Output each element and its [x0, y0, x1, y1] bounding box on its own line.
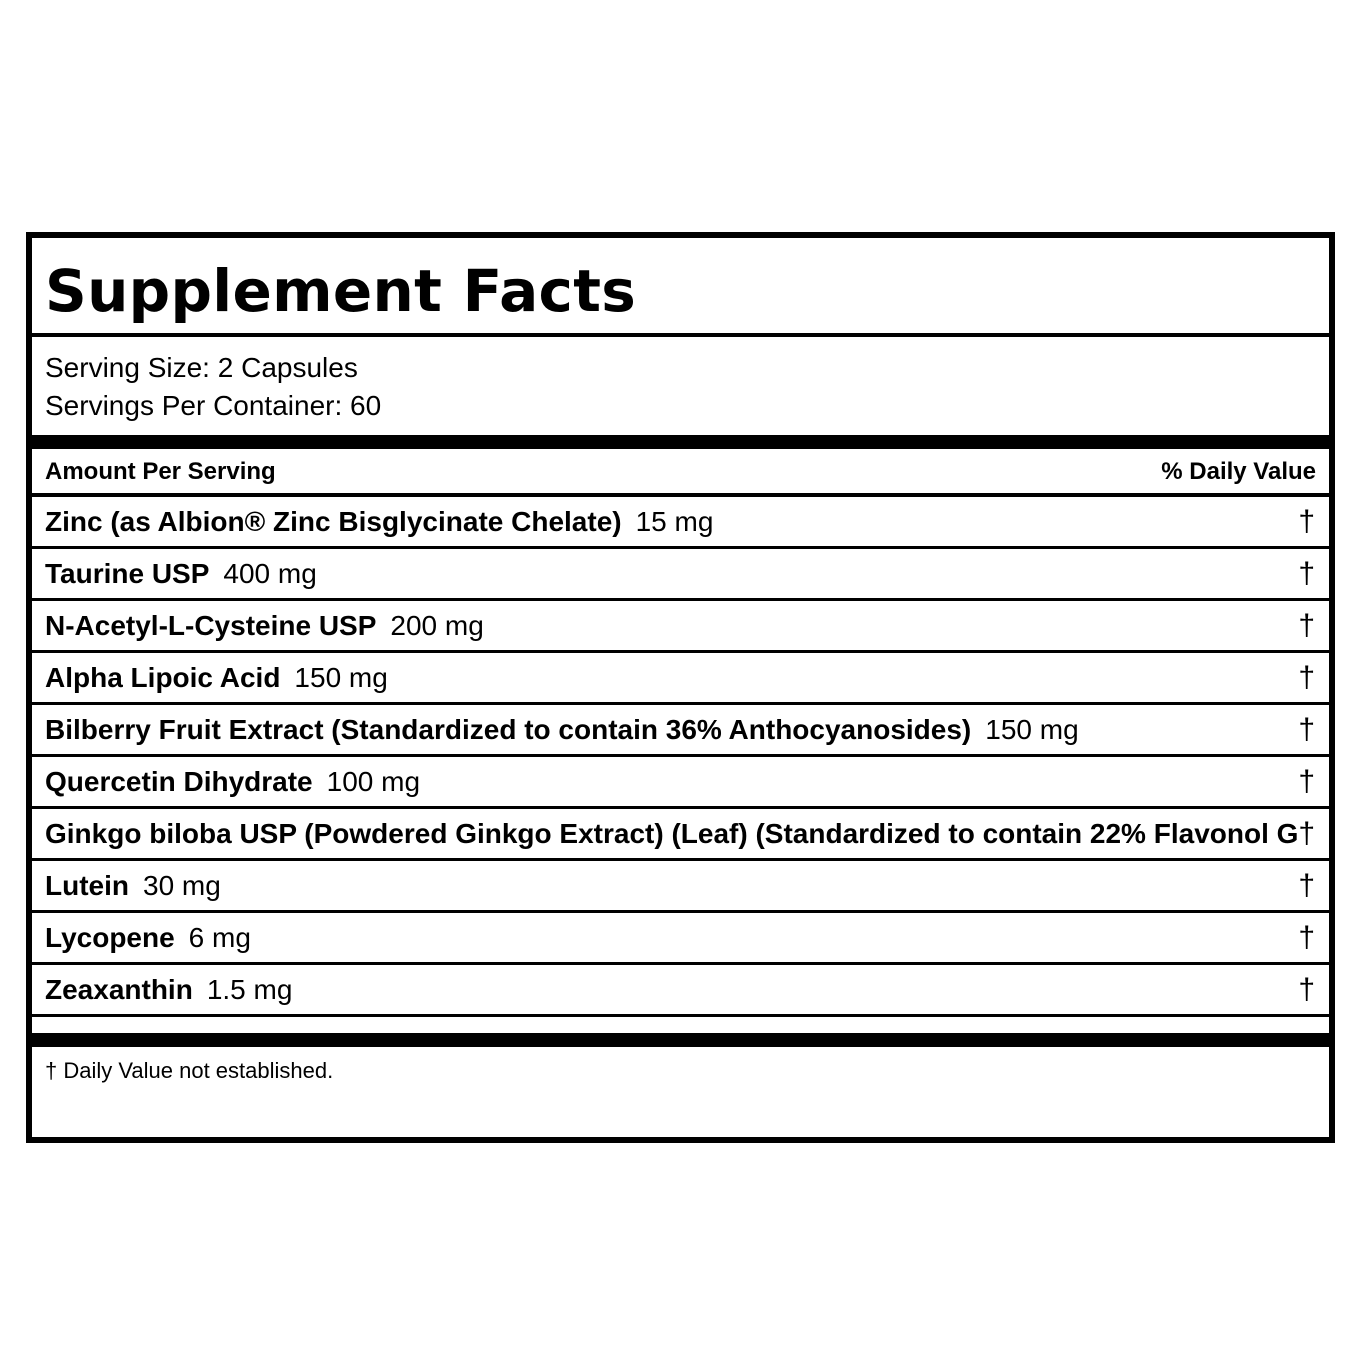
daily-value-header: % Daily Value — [1161, 458, 1316, 485]
panel-title: Supplement Facts — [45, 257, 637, 325]
ingredient-amount: 30 mg — [143, 870, 221, 901]
row-text — [45, 557, 317, 591]
table-row — [32, 705, 1329, 757]
table-row — [32, 809, 1329, 861]
servings-per-container: Servings Per Container: 60 — [45, 390, 382, 421]
ingredient-name: Taurine USP — [45, 558, 210, 589]
row-text — [45, 921, 251, 955]
ingredient-name: Alpha Lipoic Acid — [45, 662, 281, 693]
daily-value-dagger: † — [1298, 869, 1315, 902]
row-text — [45, 505, 713, 539]
table-row — [32, 601, 1329, 653]
supplement-facts-panel — [26, 232, 1335, 1143]
ingredient-amount: 150 mg — [985, 714, 1079, 745]
ingredient-name: Quercetin Dihydrate — [45, 766, 313, 797]
daily-value-dagger: † — [1298, 765, 1315, 798]
ingredient-amount: 100 mg — [326, 766, 421, 797]
ingredient-name: Zinc (as Albion® Zinc Bisglycinate Chelate) — [45, 506, 622, 537]
ingredient-amount: 400 mg — [223, 558, 317, 589]
row-text — [45, 765, 420, 799]
ingredient-name: N-Acetyl-L-Cysteine USP — [45, 610, 377, 641]
ingredient-amount: 6 mg — [188, 922, 251, 953]
ingredient-name: Ginkgo biloba USP (Powdered Ginkgo Extract) (Leaf) (Standardized to contain 22% Flavonol G — [45, 818, 1299, 849]
column-header-row — [32, 449, 1329, 497]
table-row — [32, 965, 1329, 1017]
ingredient-name: Bilberry Fruit Extract (Standardized to contain 36% Anthocyanosides) — [45, 714, 972, 745]
row-text — [45, 713, 1079, 747]
daily-value-dagger: † — [1298, 609, 1315, 642]
row-text — [45, 817, 1312, 851]
table-row — [32, 913, 1329, 965]
table-row — [32, 757, 1329, 809]
ingredient-amount: 1.5 mg — [206, 974, 293, 1005]
row-text — [45, 973, 292, 1007]
ingredient-amount: 200 mg — [390, 610, 484, 641]
ingredient-list — [32, 497, 1329, 1017]
daily-value-dagger: † — [1298, 921, 1315, 954]
table-row — [32, 653, 1329, 705]
ingredient-name: Lycopene — [45, 922, 175, 953]
row-text — [45, 869, 221, 903]
daily-value-dagger: † — [1298, 713, 1315, 746]
ingredient-name: Lutein — [45, 870, 129, 901]
table-row — [32, 549, 1329, 601]
thick-divider-bottom — [32, 1033, 1329, 1047]
ingredient-amount: 15 mg — [635, 506, 714, 537]
daily-value-dagger: † — [1298, 973, 1315, 1006]
serving-size: Serving Size: 2 Capsules — [45, 352, 358, 383]
amount-per-serving-header: Amount Per Serving — [45, 458, 276, 485]
daily-value-footnote: † Daily Value not established. — [45, 1058, 334, 1083]
serving-info-section — [32, 337, 1329, 435]
row-text — [45, 661, 388, 695]
row-text — [45, 609, 484, 643]
table-row — [32, 497, 1329, 549]
ingredient-name: Zeaxanthin — [45, 974, 193, 1005]
ingredient-amount: 150 mg — [294, 662, 388, 693]
table-row — [32, 861, 1329, 913]
daily-value-dagger: † — [1298, 505, 1315, 538]
daily-value-dagger: † — [1298, 661, 1315, 694]
daily-value-dagger: † — [1298, 557, 1315, 590]
title-section — [32, 238, 1329, 337]
thick-divider-top — [32, 435, 1329, 449]
daily-value-dagger: † — [1298, 817, 1315, 850]
